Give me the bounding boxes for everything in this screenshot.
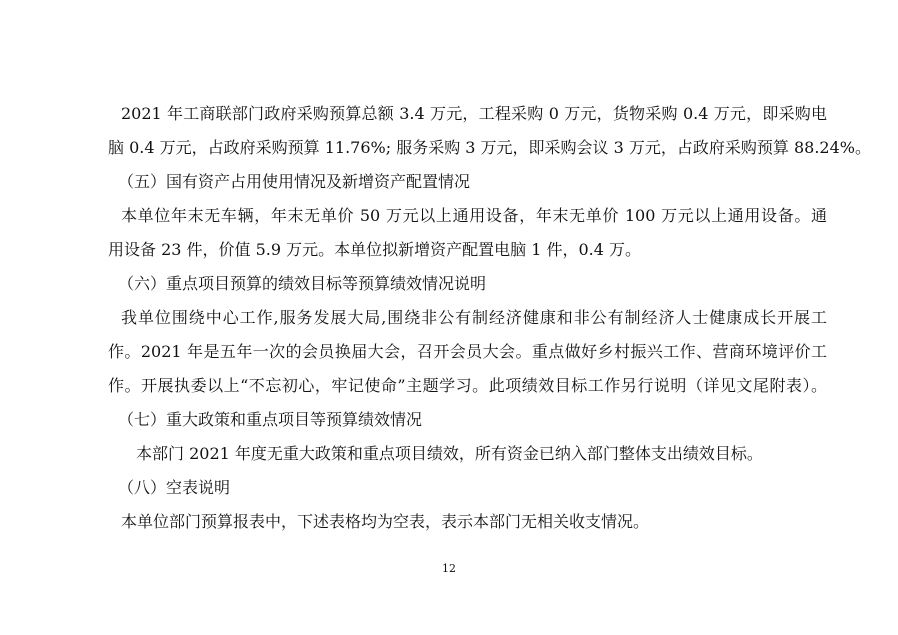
page-number: 12 [442,562,456,575]
section-heading: （六）重点项目预算的绩效目标等预算绩效情况说明 [118,274,487,293]
paragraph-line: 用设备 23 件，价值 5.9 万元。本单位拟新增资产配置电脑 1 件，0.4 万。 [108,240,642,259]
paragraph-line: 本单位年末无车辆，年末无单价 50 万元以上通用设备，年末无单价 100 万元以上通用设备。通 [121,206,827,225]
paragraph-line: 本单位部门预算报表中，下述表格均为空表，表示本部门无相关收支情况。 [121,512,650,531]
section-heading: （七）重大政策和重点项目等预算绩效情况 [118,410,423,429]
paragraph-line: 2021 年工商联部门政府采购预算总额 3.4 万元，工程采购 0 万元，货物采购 0.4 万元，即采购电 [121,104,827,123]
paragraph-line: 作。2021 年是五年一次的会员换届大会，召开会员大会。重点做好乡村振兴工作、营商环境评价工 [108,342,827,361]
section-heading: （五）国有资产占用使用情况及新增资产配置情况 [118,172,471,191]
paragraph-line: 脑 0.4 万元，占政府采购预算 11.76%; 服务采购 3 万元，即采购会议 3 万元，占政府采购预算 88.24%。 [108,138,871,157]
paragraph-line: 本部门 2021 年度无重大政策和重点项目绩效，所有资金已纳入部门整体支出绩效目标。 [136,444,763,463]
section-heading: （八）空表说明 [118,478,231,497]
paragraph-line: 作。开展执委以上“不忘初心，牢记使命”主题学习。此项绩效目标工作另行说明（详见文尾附表）。 [108,376,827,395]
paragraph-line: 我单位围绕中心工作,服务发展大局,围绕非公有制经济健康和非公有制经济人士健康成长开展工 [121,308,827,327]
